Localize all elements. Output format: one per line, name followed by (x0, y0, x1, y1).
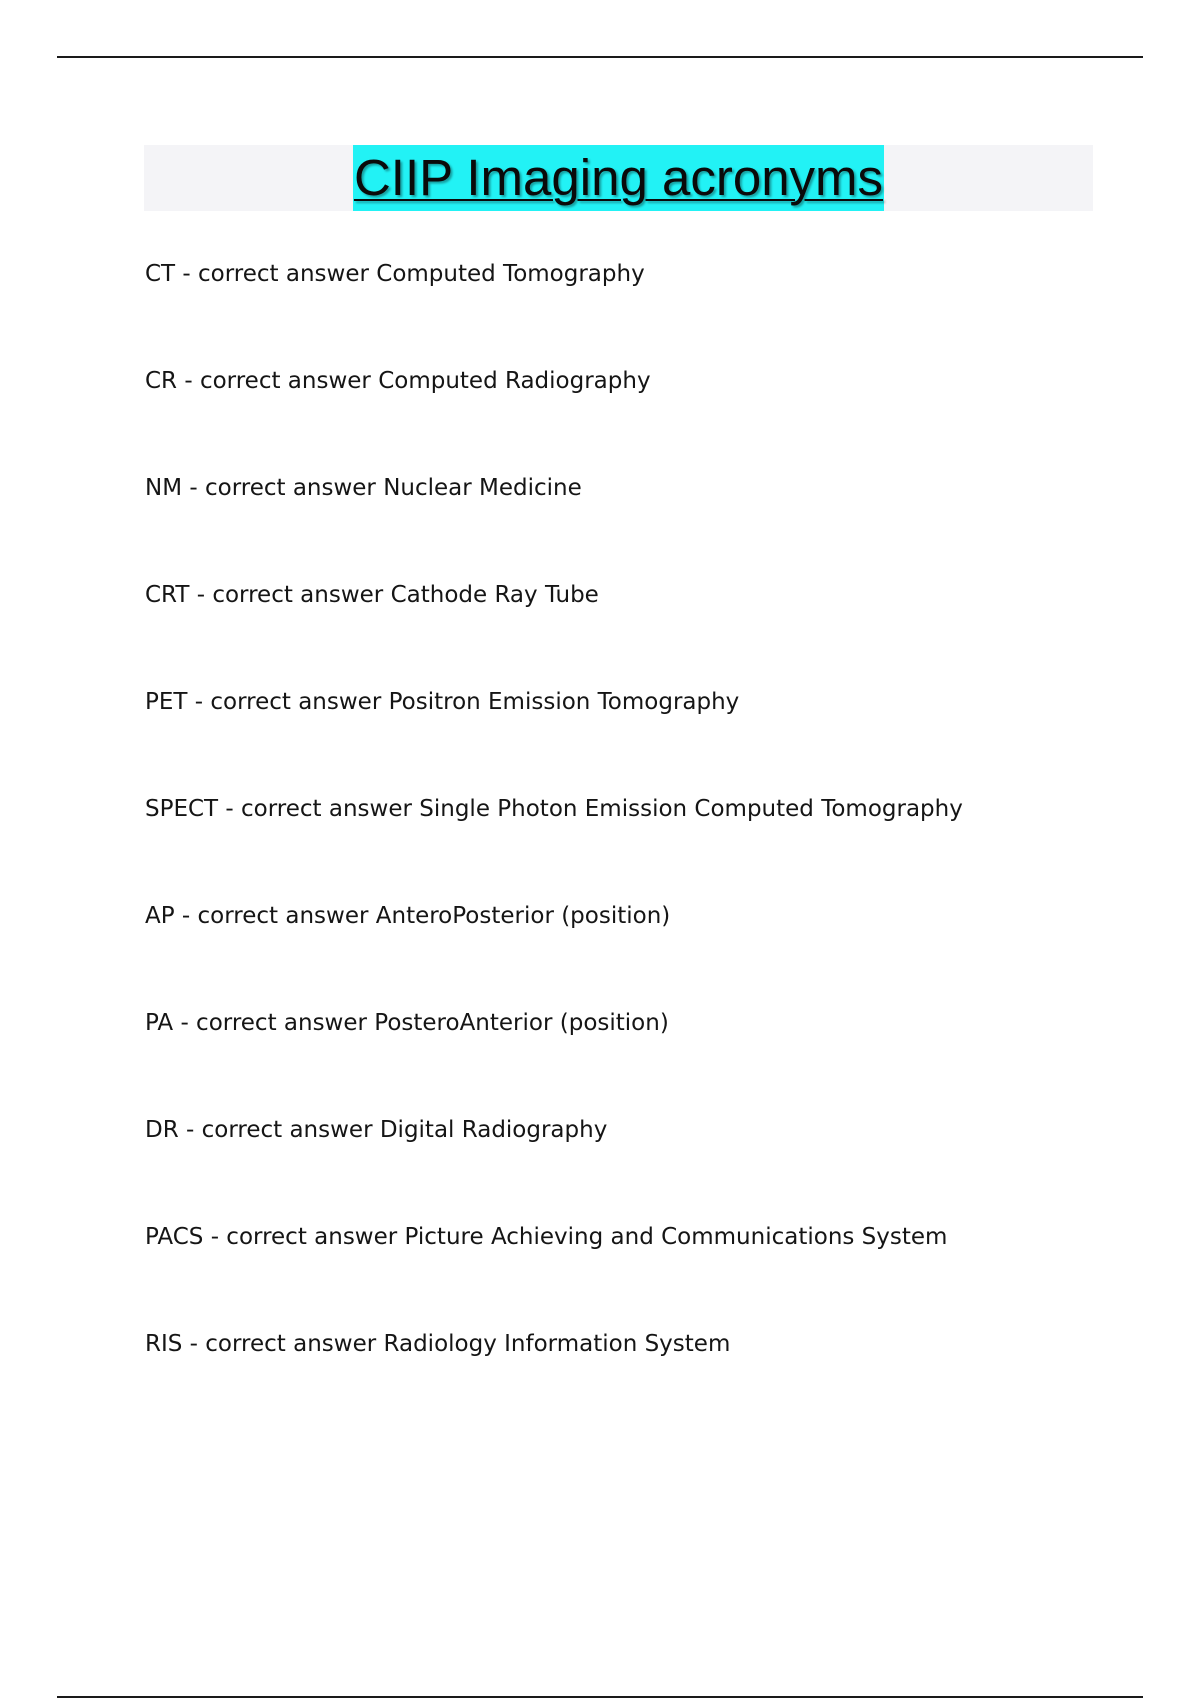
list-item: RIS - correct answer Radiology Information System (145, 1331, 731, 1357)
title-band (144, 145, 1093, 211)
list-item: CT - correct answer Computed Tomography (145, 261, 645, 287)
list-item: PACS - correct answer Picture Achieving and Communications System (145, 1224, 948, 1250)
list-item: CRT - correct answer Cathode Ray Tube (145, 582, 599, 608)
list-item: CR - correct answer Computed Radiography (145, 368, 651, 394)
page-title: CIIP Imaging acronyms (353, 145, 884, 211)
list-item: AP - correct answer AnteroPosterior (position) (145, 903, 671, 929)
list-item: SPECT - correct answer Single Photon Emission Computed Tomography (145, 796, 963, 822)
footer-rule (57, 1696, 1143, 1698)
list-item: PET - correct answer Positron Emission Tomography (145, 689, 740, 715)
header-rule (57, 56, 1143, 58)
list-item: PA - correct answer PosteroAnterior (position) (145, 1010, 669, 1036)
acronym-list (145, 260, 963, 1437)
list-item: DR - correct answer Digital Radiography (145, 1117, 608, 1143)
list-item: NM - correct answer Nuclear Medicine (145, 475, 582, 501)
